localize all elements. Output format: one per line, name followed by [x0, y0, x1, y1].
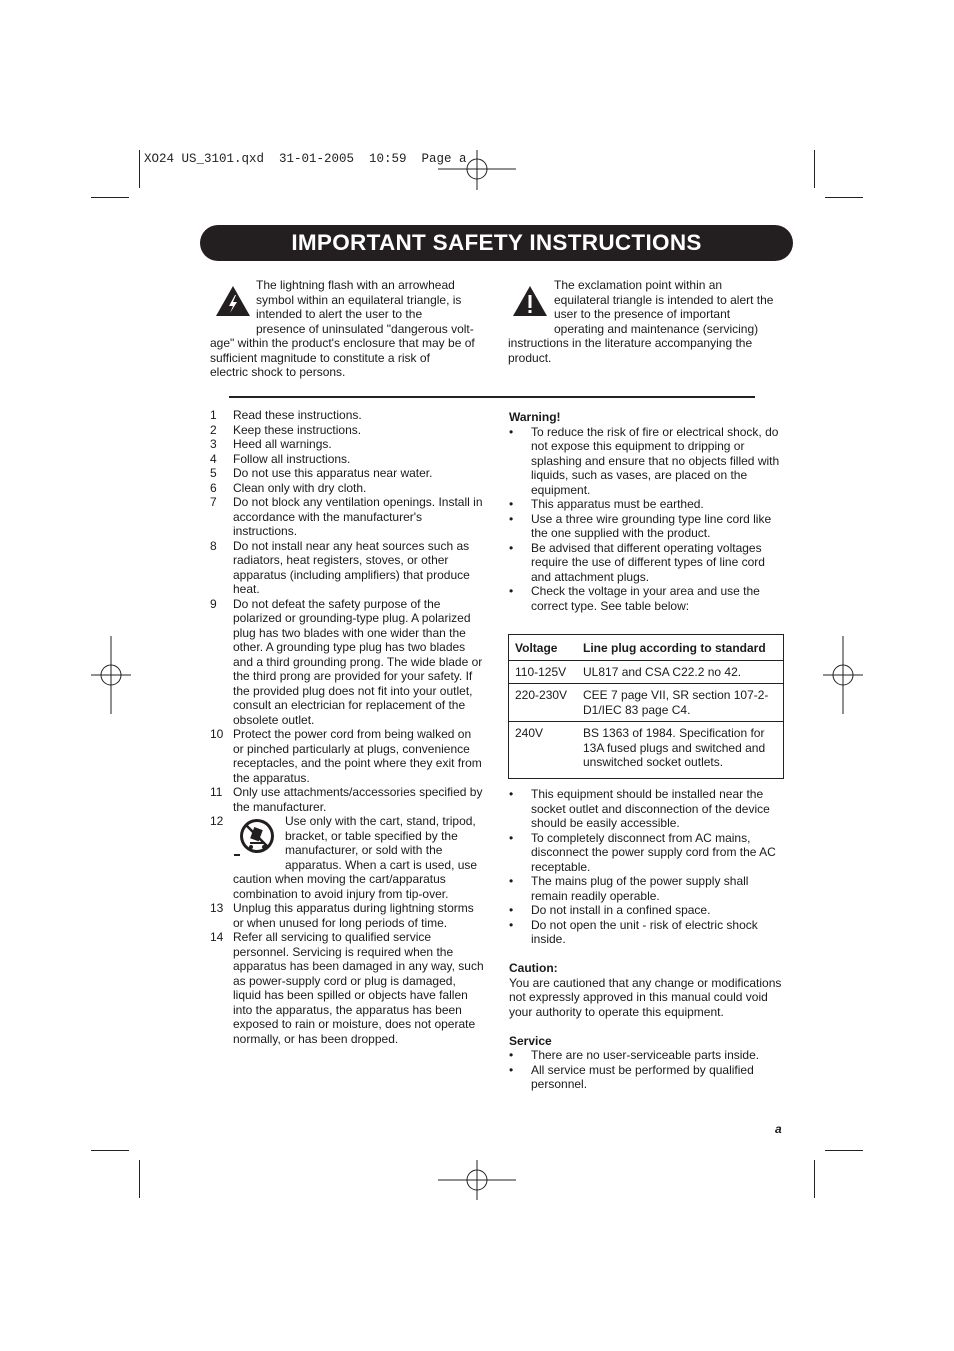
list-item: • Use a three wire grounding type line cord like the one supplied with the product.	[509, 511, 772, 540]
list-item: • To reduce the risk of fire or electrical shock, do not expose this equipment to dripping or splashing and ensure that no objects filled with liquids, such as vases, are placed on the equipment.	[509, 424, 780, 497]
list-item: • Do not install in a confined space.	[509, 903, 711, 917]
list-item: • This equipment should be installed near the socket outlet and disconnection of the device should be easily accessible.	[509, 787, 770, 830]
registration-mark-bottom	[438, 1160, 516, 1200]
service-heading: Service	[509, 1033, 552, 1048]
list-item: 3 Heed all warnings.	[210, 437, 332, 451]
list-item: • Check the voltage in your area and use the correct type. See table below:	[509, 584, 760, 613]
table-row: 240V BS 1363 of 1984. Specification for 13A fused plugs and switched and unswitched socket outlets.	[509, 722, 784, 779]
table-row: 220-230V CEE 7 page VII, SR section 107-2-D1/IEC 83 page C4.	[509, 684, 784, 722]
list-item: 1 Read these instructions.	[210, 408, 362, 422]
list-item: • The mains plug of the power supply shall remain readily operable.	[509, 874, 749, 903]
file-slug: XO24 US_3101.qxd 31-01-2005 10:59 Page a	[144, 152, 467, 166]
list-item: • Do not open the unit - risk of electric shock inside.	[509, 917, 758, 946]
right-column-lower	[509, 787, 784, 1092]
voltage-table-wrap	[508, 634, 784, 779]
list-item: 8 Do not install near any heat sources such as radiators, heat registers, stoves, or other apparatus (including amplifiers) that produce heat.	[210, 538, 470, 596]
list-item: 5 Do not use this apparatus near water.	[210, 466, 433, 480]
list-item: 9 Do not defeat the safety purpose of the polarized or grounding-type plug. A polarized plug has two blades with one wider than the other. A grounding type plug has two blades and a third grounding prong. The wide blade or the third prong are provided for your safety. If the provided plug does not fit into your outlet, consult an electrician for replacement of the obsolete outlet.	[210, 596, 483, 727]
cart-tip-over-icon	[233, 816, 281, 860]
list-item: • There are no user-serviceable parts inside.	[509, 1048, 760, 1062]
table-header-row: Voltage Line plug according to standard	[509, 635, 784, 661]
lightning-symbol-text: The lightning flash with an arrowhead symbol within an equilateral triangle, is intended to alert the user to the presence of uninsulated "dangerous volt- age" within the product's enclosure that may be of sufficient magnitude to constitute a risk of electric shock to persons.	[210, 278, 475, 379]
list-item: • This apparatus must be earthed.	[509, 497, 704, 511]
list-item: 10 Protect the power cord from being walked on or pinched particularly at plugs, convenience receptacles, and the point where they exit from the apparatus.	[210, 727, 482, 785]
registration-mark-right	[823, 636, 863, 714]
list-item: 14 Refer all servicing to qualified service personnel. Servicing is required when the apparatus has been damaged in any way, such as power-supply cord or plug is damaged, liquid has been spilled or objects have fallen into the apparatus, the apparatus has been exposed to rain or moisture, does not operate normally, or has been dropped.	[210, 930, 484, 1046]
list-item: 7 Do not block any ventilation openings. Install in accordance with the manufacturer's instructions.	[210, 495, 483, 538]
warning-heading: Warning!	[509, 410, 561, 424]
exclamation-symbol-text: The exclamation point within an equilateral triangle is intended to alert the user to the presence of important operating and maintenance (servicing) instructions in the literature accompanying the product.	[508, 278, 774, 365]
list-item: 2 Keep these instructions.	[210, 422, 362, 437]
registration-mark-top	[438, 150, 516, 190]
list-item: 13 Unplug this apparatus during lightning storms or when unused for long periods of time.	[210, 901, 474, 930]
list-item: 4 Follow all instructions.	[210, 451, 351, 466]
page-title: IMPORTANT SAFETY INSTRUCTIONS	[200, 225, 793, 261]
caution-text: You are cautioned that any change or modifications not expressly approved in this manual could void your authority to operate this equipment.	[509, 975, 782, 1019]
section-divider	[229, 396, 755, 398]
voltage-table	[508, 634, 784, 779]
list-item: • Be advised that different operating voltages require the use of different types of line cord and attachment plugs.	[509, 540, 765, 584]
list-item: • All service must be performed by qualified personnel.	[509, 1062, 754, 1091]
list-item: 6 Clean only with dry cloth.	[210, 480, 367, 495]
list-item: 12 Use only with the cart, stand, tripod, bracket, or table specified by the manufacturer, or sold with the apparatus. When a cart is used, use caution when moving the cart/apparatus combination to avoid injury from tip-over.	[210, 814, 478, 901]
table-row: 110-125V UL817 and CSA C22.2 no 42.	[509, 660, 784, 684]
list-item: 11 Only use attachments/accessories specified by the manufacturer.	[210, 785, 483, 814]
caution-heading: Caution:	[509, 961, 558, 975]
registration-mark-left	[91, 636, 131, 714]
right-column	[509, 410, 782, 613]
page-number: a	[775, 1122, 782, 1136]
instructions-list	[210, 408, 485, 1046]
list-item: • To completely disconnect from AC mains, disconnect the power supply cord from the AC receptable.	[509, 830, 776, 874]
